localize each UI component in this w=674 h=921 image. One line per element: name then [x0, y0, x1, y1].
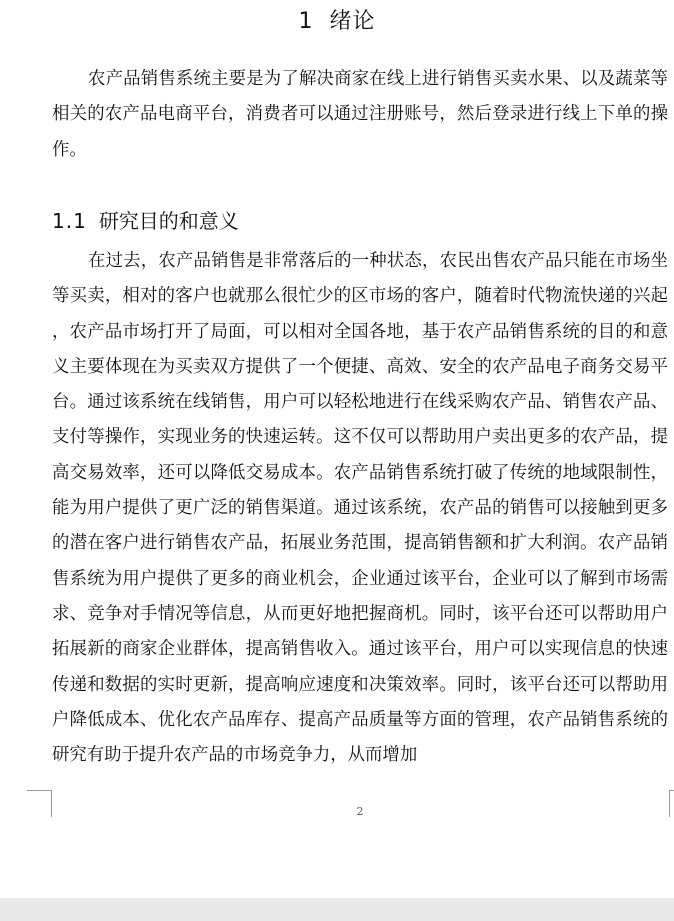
page-separator [0, 898, 674, 921]
chapter-title [0, 6, 674, 38]
section-title: 研究目的和意义 [98, 209, 239, 233]
section-paragraph: 在过去，农产品销售是非常落后的一种状态，农民出售农产品只能在市场坐等买卖，相对的客户也就那么很忙少的区市场的客户，随着时代物流快递的兴起 ，农产品市场打开了局面，可以相对全国各地，基于农产品销售系统的目的和意义主要体现在为买卖双方提供了一个便捷、高效、安全的农产品电子商务交易平台。通过该系统在线销售，用户可以轻松地进行在线采购农产品、销售农产品、支付等操作，实现业务的快速运转。这不仅可以帮助用户卖出更多的农产品，提高交易效率，还可以降低交易成本。农产品销售系统打破了传统的地域限制性，能为用户提供了更广泛的销售渠道。通过该系统，农产品的销售可以接触到更多的潜在客户进行销售农产品，拓展业务范围，提高销售额和扩大利润。农产品销售系统为用户提供了更多的商业机会，企业通过该平台，企业可以了解到市场需求、竞争对手情况等信息，从而更好地把握商机。同时，该平台还可以帮助用户拓展新的商家企业群体，提高销售收入。通过该平台，用户可以实现信息的快速传递和数据的实时更新，提高响应速度和决策效率。同时，该平台还可以帮助用户降低成本、优化农产品库存、提高产品质量等方面的管理，农产品销售系统的研究有助于提升农产品的市场竞争力，从而增加 [52, 251, 668, 766]
section-number: 1.1 [52, 209, 87, 233]
chapter-title-text: 绪论 [329, 9, 376, 34]
section-heading [52, 205, 239, 237]
intro-paragraph: 农产品销售系统主要是为了解决商家在线上进行销售买卖水果、以及蔬菜等相关的农产品电商平台，消费者可以通过注册账号，然后登录进行线上下单的操作。 [52, 69, 668, 160]
page-number: 2 [356, 805, 364, 818]
chapter-number: 1 [298, 9, 314, 34]
